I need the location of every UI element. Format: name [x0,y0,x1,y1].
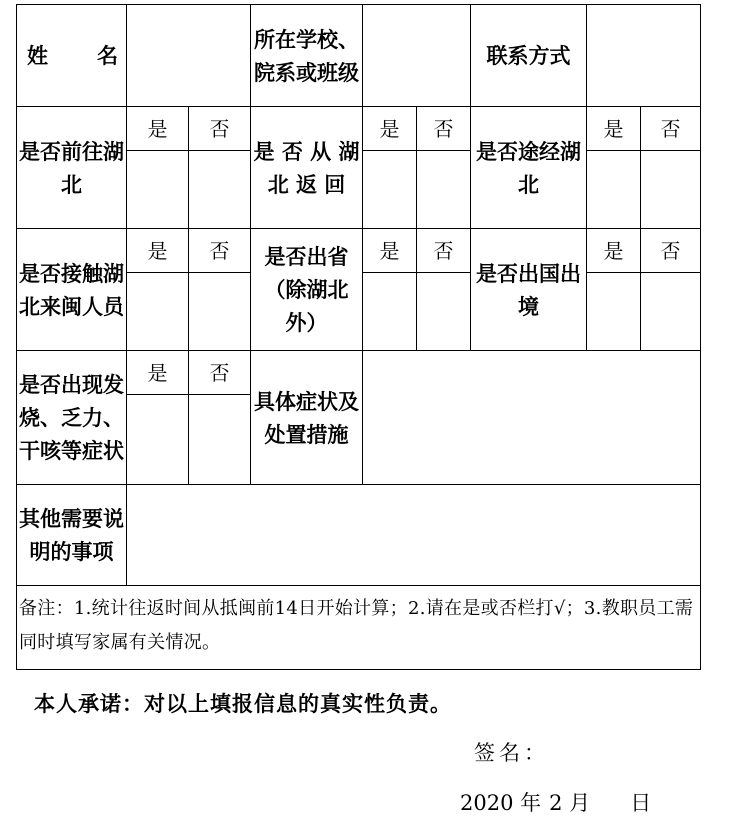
symptoms-no-check[interactable] [189,395,251,485]
symptoms-detail-input[interactable] [363,351,701,485]
returned-hubei-yes-check[interactable] [363,151,417,229]
returned-hubei-yes-label: 是 [363,107,417,151]
returned-hubei-no-check[interactable] [417,151,471,229]
date-month: 2 [549,791,563,815]
symptoms-no-label: 否 [189,351,251,395]
contacted-yes-label: 是 [127,229,189,273]
contacted-no-check[interactable] [189,273,251,351]
left-country-yes-label: 是 [587,229,641,273]
date-line [460,787,651,817]
row-remarks [17,586,701,670]
name-input-cell[interactable] [127,5,251,107]
row-contact-options [17,229,701,273]
symptoms-detail-label: 具体症状及处置措施 [251,351,363,485]
name-label-char-1: 姓 [27,43,48,68]
returned-hubei-label: 是 否 从 湖 北 返 回 [251,107,363,229]
returned-hubei-no-label: 否 [417,107,471,151]
other-notes-label: 其他需要说明的事项 [17,485,127,586]
row-other [17,485,701,586]
left-country-no-label: 否 [641,229,701,273]
left-province-no-label: 否 [417,229,471,273]
via-hubei-label: 是否途经湖北 [471,107,587,229]
contacted-no-label: 否 [189,229,251,273]
went-hubei-no-check[interactable] [189,151,251,229]
via-hubei-no-label: 否 [641,107,701,151]
signature-label: 签名： [474,741,549,765]
symptoms-question-label: 是否出现发烧、乏力、干咳等症状 [17,351,127,485]
row-symptoms-options [17,351,701,395]
school-input-cell[interactable] [363,5,471,107]
row-travel-options [17,107,701,151]
via-hubei-yes-check[interactable] [587,151,641,229]
left-province-yes-label: 是 [363,229,417,273]
pledge-statement: 本人承诺：对以上填报信息的真实性负责。 [34,691,452,716]
left-country-no-check[interactable] [641,273,701,351]
via-hubei-no-check[interactable] [641,151,701,229]
symptoms-yes-label: 是 [127,351,189,395]
date-month-unit: 月 [569,791,591,815]
via-hubei-yes-label: 是 [587,107,641,151]
date-year: 2020 [460,791,514,815]
date-day-unit: 日 [630,791,652,815]
contact-label: 联系方式 [471,5,587,107]
other-notes-input[interactable] [127,485,701,586]
left-province-yes-check[interactable] [363,273,417,351]
went-hubei-yes-label: 是 [127,107,189,151]
left-country-yes-check[interactable] [587,273,641,351]
left-province-no-check[interactable] [417,273,471,351]
name-label-cell [17,5,127,107]
contacted-yes-check[interactable] [127,273,189,351]
school-label: 所在学校、院系或班级 [251,5,363,107]
went-hubei-label: 是否前往湖北 [17,107,127,229]
info-form-table [16,4,701,670]
left-province-label: 是否出省（除湖北外） [251,229,363,351]
went-hubei-yes-check[interactable] [127,151,189,229]
remarks-text: 备注：1.统计往返时间从抵闽前14日开始计算；2.请在是或否栏打√；3.教职员工需同时填写家属有关情况。 [17,586,701,670]
went-hubei-no-label: 否 [189,107,251,151]
row-name [17,5,701,107]
contact-input-cell[interactable] [587,5,701,107]
contacted-hubei-people-label: 是否接触湖北来闽人员 [17,229,127,351]
date-year-unit: 年 [520,791,542,815]
name-label-char-2: 名 [97,43,118,68]
left-country-label: 是否出国出境 [471,229,587,351]
symptoms-yes-check[interactable] [127,395,189,485]
